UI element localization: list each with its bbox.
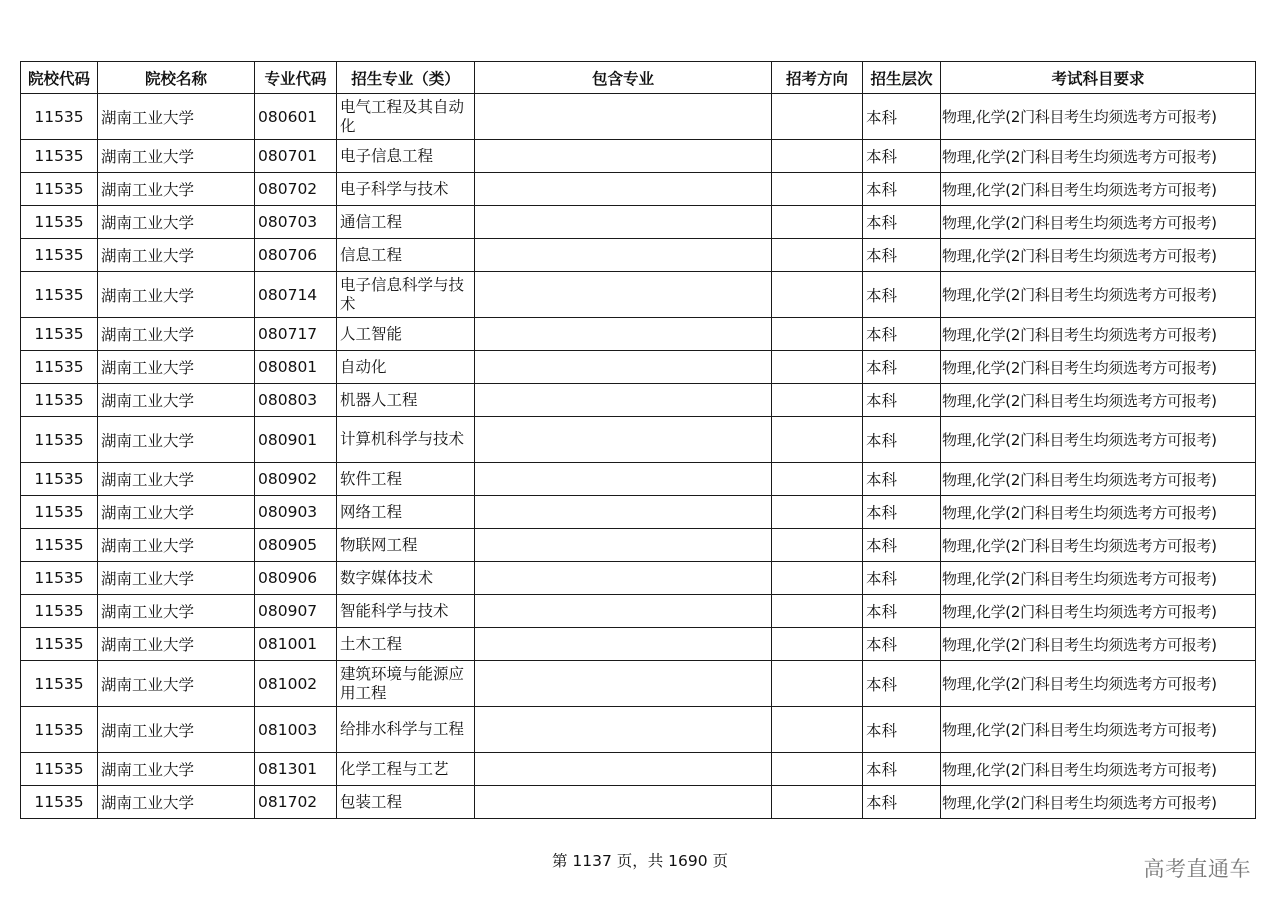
cell-major-code: 080903 [255,496,337,529]
cell-school-name: 湖南工业大学 [98,707,255,753]
cell-level: 本科 [863,753,941,786]
cell-direction [772,595,863,628]
cell-major: 网络工程 [337,496,475,529]
cell-major: 电气工程及其自动化 [337,94,475,140]
cell-major-code: 080717 [255,318,337,351]
cell-school-name: 湖南工业大学 [98,628,255,661]
header-direction: 招考方向 [772,62,863,94]
cell-included-majors [475,239,772,272]
cell-school-name: 湖南工业大学 [98,496,255,529]
cell-included-majors [475,496,772,529]
cell-major: 电子信息工程 [337,140,475,173]
cell-exam-requirements: 物理,化学(2门科目考生均须选考方可报考) [941,94,1256,140]
cell-exam-requirements: 物理,化学(2门科目考生均须选考方可报考) [941,707,1256,753]
cell-major: 包装工程 [337,786,475,819]
cell-direction [772,239,863,272]
cell-school-code: 11535 [21,707,98,753]
cell-school-name: 湖南工业大学 [98,94,255,140]
table-row [21,417,1256,463]
cell-school-code: 11535 [21,384,98,417]
cell-level: 本科 [863,140,941,173]
cell-major: 建筑环境与能源应用工程 [337,661,475,707]
table-row [21,206,1256,239]
cell-direction [772,562,863,595]
header-major: 招生专业（类） [337,62,475,94]
cell-major: 电子科学与技术 [337,173,475,206]
cell-school-name: 湖南工业大学 [98,351,255,384]
cell-direction [772,206,863,239]
table-row [21,595,1256,628]
cell-major-code: 081301 [255,753,337,786]
cell-level: 本科 [863,384,941,417]
cell-major: 软件工程 [337,463,475,496]
cell-major: 自动化 [337,351,475,384]
cell-major-code: 080601 [255,94,337,140]
cell-exam-requirements: 物理,化学(2门科目考生均须选考方可报考) [941,417,1256,463]
cell-included-majors [475,173,772,206]
cell-school-code: 11535 [21,94,98,140]
cell-level: 本科 [863,595,941,628]
cell-direction [772,140,863,173]
cell-major-code: 080803 [255,384,337,417]
cell-level: 本科 [863,529,941,562]
cell-direction [772,173,863,206]
cell-school-code: 11535 [21,628,98,661]
cell-level: 本科 [863,496,941,529]
cell-included-majors [475,562,772,595]
cell-direction [772,272,863,318]
cell-level: 本科 [863,272,941,318]
cell-major: 数字媒体技术 [337,562,475,595]
cell-level: 本科 [863,786,941,819]
cell-major-code: 080902 [255,463,337,496]
cell-major: 计算机科学与技术 [337,417,475,463]
cell-school-name: 湖南工业大学 [98,384,255,417]
cell-school-code: 11535 [21,753,98,786]
table-body [21,94,1256,819]
table-row [21,384,1256,417]
cell-exam-requirements: 物理,化学(2门科目考生均须选考方可报考) [941,496,1256,529]
cell-level: 本科 [863,562,941,595]
cell-school-name: 湖南工业大学 [98,417,255,463]
cell-school-code: 11535 [21,318,98,351]
cell-included-majors [475,94,772,140]
header-school-name: 院校名称 [98,62,255,94]
cell-school-name: 湖南工业大学 [98,786,255,819]
table-row [21,707,1256,753]
cell-level: 本科 [863,173,941,206]
cell-included-majors [475,318,772,351]
header-exam-requirements: 考试科目要求 [941,62,1256,94]
cell-school-name: 湖南工业大学 [98,463,255,496]
table-row [21,318,1256,351]
header-level: 招生层次 [863,62,941,94]
cell-major-code: 081702 [255,786,337,819]
cell-level: 本科 [863,206,941,239]
cell-direction [772,318,863,351]
cell-school-name: 湖南工业大学 [98,239,255,272]
cell-included-majors [475,272,772,318]
cell-direction [772,529,863,562]
cell-school-code: 11535 [21,272,98,318]
cell-exam-requirements: 物理,化学(2门科目考生均须选考方可报考) [941,384,1256,417]
cell-exam-requirements: 物理,化学(2门科目考生均须选考方可报考) [941,239,1256,272]
watermark-logo-text: 高考直通车 [1143,857,1251,881]
cell-school-code: 11535 [21,562,98,595]
table-row [21,661,1256,707]
cell-school-name: 湖南工业大学 [98,173,255,206]
cell-level: 本科 [863,661,941,707]
cell-included-majors [475,140,772,173]
cell-direction [772,384,863,417]
cell-included-majors [475,661,772,707]
table-header [21,62,1256,94]
cell-direction [772,661,863,707]
cell-major: 物联网工程 [337,529,475,562]
cell-major-code: 080801 [255,351,337,384]
cell-level: 本科 [863,707,941,753]
cell-major-code: 080703 [255,206,337,239]
cell-major-code: 081002 [255,661,337,707]
cell-included-majors [475,206,772,239]
cell-level: 本科 [863,351,941,384]
table-row [21,496,1256,529]
table-row [21,94,1256,140]
table-row [21,628,1256,661]
cell-level: 本科 [863,628,941,661]
cell-school-code: 11535 [21,351,98,384]
cell-school-code: 11535 [21,595,98,628]
cell-direction [772,463,863,496]
cell-major: 智能科学与技术 [337,595,475,628]
cell-school-code: 11535 [21,463,98,496]
cell-school-name: 湖南工业大学 [98,206,255,239]
cell-school-code: 11535 [21,529,98,562]
cell-school-code: 11535 [21,786,98,819]
cell-school-name: 湖南工业大学 [98,529,255,562]
cell-exam-requirements: 物理,化学(2门科目考生均须选考方可报考) [941,661,1256,707]
cell-direction [772,707,863,753]
cell-level: 本科 [863,463,941,496]
cell-included-majors [475,417,772,463]
cell-major-code: 081003 [255,707,337,753]
cell-major: 给排水科学与工程 [337,707,475,753]
header-row [21,62,1256,94]
table-row [21,753,1256,786]
cell-major-code: 080907 [255,595,337,628]
cell-exam-requirements: 物理,化学(2门科目考生均须选考方可报考) [941,753,1256,786]
cell-level: 本科 [863,94,941,140]
cell-school-code: 11535 [21,417,98,463]
cell-included-majors [475,707,772,753]
cell-included-majors [475,628,772,661]
cell-major-code: 080706 [255,239,337,272]
header-major-code: 专业代码 [255,62,337,94]
cell-major: 机器人工程 [337,384,475,417]
cell-school-name: 湖南工业大学 [98,661,255,707]
cell-major: 人工智能 [337,318,475,351]
cell-exam-requirements: 物理,化学(2门科目考生均须选考方可报考) [941,173,1256,206]
table-row [21,529,1256,562]
cell-major-code: 080701 [255,140,337,173]
header-school-code: 院校代码 [21,62,98,94]
cell-major-code: 080901 [255,417,337,463]
cell-major-code: 080702 [255,173,337,206]
cell-direction [772,628,863,661]
table-row [21,562,1256,595]
cell-included-majors [475,463,772,496]
table-row [21,463,1256,496]
cell-major: 土木工程 [337,628,475,661]
cell-major-code: 080905 [255,529,337,562]
cell-exam-requirements: 物理,化学(2门科目考生均须选考方可报考) [941,206,1256,239]
cell-exam-requirements: 物理,化学(2门科目考生均须选考方可报考) [941,140,1256,173]
cell-school-code: 11535 [21,206,98,239]
cell-level: 本科 [863,239,941,272]
cell-included-majors [475,595,772,628]
cell-exam-requirements: 物理,化学(2门科目考生均须选考方可报考) [941,786,1256,819]
cell-direction [772,496,863,529]
cell-exam-requirements: 物理,化学(2门科目考生均须选考方可报考) [941,628,1256,661]
cell-exam-requirements: 物理,化学(2门科目考生均须选考方可报考) [941,272,1256,318]
cell-school-code: 11535 [21,661,98,707]
cell-included-majors [475,753,772,786]
table-row [21,239,1256,272]
cell-exam-requirements: 物理,化学(2门科目考生均须选考方可报考) [941,529,1256,562]
table-row [21,272,1256,318]
cell-major-code: 081001 [255,628,337,661]
header-included-majors: 包含专业 [475,62,772,94]
cell-school-code: 11535 [21,496,98,529]
cell-exam-requirements: 物理,化学(2门科目考生均须选考方可报考) [941,562,1256,595]
cell-major-code: 080906 [255,562,337,595]
cell-included-majors [475,351,772,384]
cell-direction [772,351,863,384]
table-row [21,173,1256,206]
cell-major: 通信工程 [337,206,475,239]
admissions-table [20,61,1256,819]
cell-major: 电子信息科学与技术 [337,272,475,318]
cell-exam-requirements: 物理,化学(2门科目考生均须选考方可报考) [941,351,1256,384]
cell-school-name: 湖南工业大学 [98,272,255,318]
cell-direction [772,753,863,786]
cell-direction [772,786,863,819]
cell-level: 本科 [863,318,941,351]
cell-direction [772,417,863,463]
table-row [21,140,1256,173]
cell-major-code: 080714 [255,272,337,318]
table-row [21,786,1256,819]
cell-school-code: 11535 [21,140,98,173]
cell-included-majors [475,786,772,819]
cell-school-code: 11535 [21,239,98,272]
cell-school-name: 湖南工业大学 [98,318,255,351]
cell-school-name: 湖南工业大学 [98,140,255,173]
cell-included-majors [475,529,772,562]
table-row [21,351,1256,384]
cell-school-name: 湖南工业大学 [98,595,255,628]
cell-school-code: 11535 [21,173,98,206]
cell-level: 本科 [863,417,941,463]
cell-included-majors [475,384,772,417]
cell-exam-requirements: 物理,化学(2门科目考生均须选考方可报考) [941,595,1256,628]
cell-exam-requirements: 物理,化学(2门科目考生均须选考方可报考) [941,463,1256,496]
cell-exam-requirements: 物理,化学(2门科目考生均须选考方可报考) [941,318,1256,351]
cell-school-name: 湖南工业大学 [98,562,255,595]
cell-major: 信息工程 [337,239,475,272]
cell-direction [772,94,863,140]
cell-major: 化学工程与工艺 [337,753,475,786]
cell-school-name: 湖南工业大学 [98,753,255,786]
page-number: 第 1137 页，共 1690 页 [551,852,729,870]
